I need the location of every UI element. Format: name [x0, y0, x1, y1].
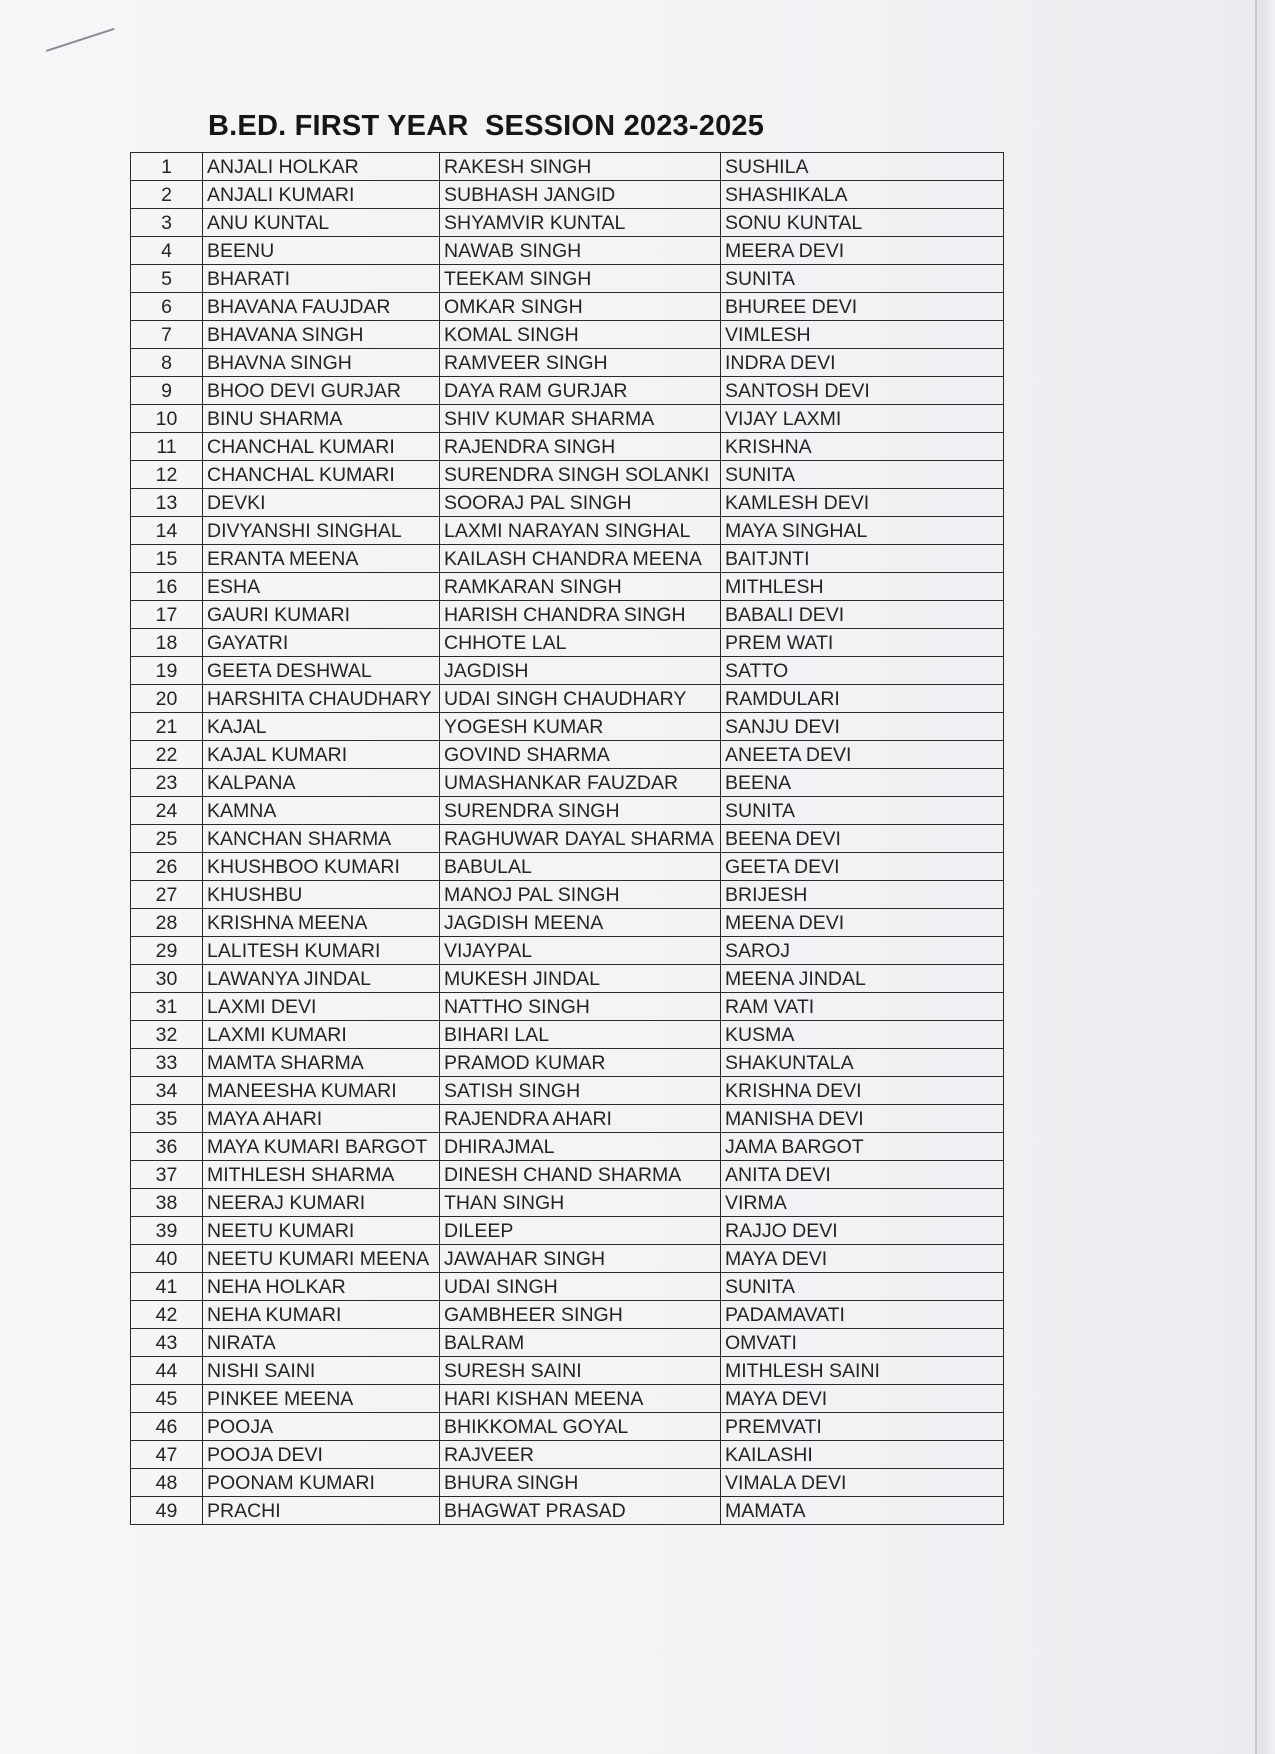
table-row — [131, 405, 1004, 433]
table-row — [131, 1105, 1004, 1133]
student-name-cell: MAYA AHARI — [203, 1105, 440, 1133]
serial-number-cell: 31 — [131, 993, 203, 1021]
student-name-cell: CHANCHAL KUMARI — [203, 461, 440, 489]
mother-name-cell: SAROJ — [721, 937, 1004, 965]
table-row — [131, 377, 1004, 405]
father-name-cell: KAILASH CHANDRA MEENA — [440, 545, 721, 573]
father-name-cell: NATTHO SINGH — [440, 993, 721, 1021]
table-row — [131, 993, 1004, 1021]
mother-name-cell: OMVATI — [721, 1329, 1004, 1357]
father-name-cell: DHIRAJMAL — [440, 1133, 721, 1161]
father-name-cell: RAJVEER — [440, 1441, 721, 1469]
student-name-cell: GAURI KUMARI — [203, 601, 440, 629]
father-name-cell: JAGDISH — [440, 657, 721, 685]
table-row — [131, 937, 1004, 965]
father-name-cell: SURESH SAINI — [440, 1357, 721, 1385]
student-name-cell: POOJA DEVI — [203, 1441, 440, 1469]
father-name-cell: CHHOTE LAL — [440, 629, 721, 657]
mother-name-cell: JAMA BARGOT — [721, 1133, 1004, 1161]
table-row — [131, 321, 1004, 349]
mother-name-cell: SUNITA — [721, 265, 1004, 293]
mother-name-cell: SONU KUNTAL — [721, 209, 1004, 237]
student-name-cell: BHAVANA FAUJDAR — [203, 293, 440, 321]
mother-name-cell: SANJU DEVI — [721, 713, 1004, 741]
serial-number-cell: 21 — [131, 713, 203, 741]
father-name-cell: SHYAMVIR KUNTAL — [440, 209, 721, 237]
serial-number-cell: 2 — [131, 181, 203, 209]
mother-name-cell: BEENA — [721, 769, 1004, 797]
mother-name-cell: MEENA DEVI — [721, 909, 1004, 937]
serial-number-cell: 10 — [131, 405, 203, 433]
student-name-cell: BHARATI — [203, 265, 440, 293]
student-name-cell: DEVKI — [203, 489, 440, 517]
table-row — [131, 1077, 1004, 1105]
serial-number-cell: 6 — [131, 293, 203, 321]
serial-number-cell: 49 — [131, 1497, 203, 1525]
mother-name-cell: ANEETA DEVI — [721, 741, 1004, 769]
mother-name-cell: MITHLESH SAINI — [721, 1357, 1004, 1385]
father-name-cell: DAYA RAM GURJAR — [440, 377, 721, 405]
table-row — [131, 489, 1004, 517]
father-name-cell: RAMKARAN SINGH — [440, 573, 721, 601]
student-name-cell: GAYATRI — [203, 629, 440, 657]
table-row — [131, 153, 1004, 181]
table-row — [131, 657, 1004, 685]
serial-number-cell: 35 — [131, 1105, 203, 1133]
student-name-cell: POOJA — [203, 1413, 440, 1441]
mother-name-cell: BEENA DEVI — [721, 825, 1004, 853]
student-name-cell: BHAVANA SINGH — [203, 321, 440, 349]
serial-number-cell: 15 — [131, 545, 203, 573]
table-row — [131, 209, 1004, 237]
father-name-cell: MUKESH JINDAL — [440, 965, 721, 993]
mother-name-cell: SUNITA — [721, 461, 1004, 489]
serial-number-cell: 44 — [131, 1357, 203, 1385]
student-name-cell: NEETU KUMARI — [203, 1217, 440, 1245]
father-name-cell: SURENDRA SINGH SOLANKI — [440, 461, 721, 489]
table-row — [131, 769, 1004, 797]
serial-number-cell: 39 — [131, 1217, 203, 1245]
father-name-cell: RAJENDRA AHARI — [440, 1105, 721, 1133]
serial-number-cell: 48 — [131, 1469, 203, 1497]
table-row — [131, 1189, 1004, 1217]
father-name-cell: VIJAYPAL — [440, 937, 721, 965]
table-row — [131, 1469, 1004, 1497]
father-name-cell: UDAI SINGH CHAUDHARY — [440, 685, 721, 713]
mother-name-cell: SUNITA — [721, 1273, 1004, 1301]
student-name-cell: KANCHAN SHARMA — [203, 825, 440, 853]
serial-number-cell: 11 — [131, 433, 203, 461]
mother-name-cell: MEERA DEVI — [721, 237, 1004, 265]
table-row — [131, 545, 1004, 573]
table-row — [131, 1357, 1004, 1385]
serial-number-cell: 24 — [131, 797, 203, 825]
table-row — [131, 797, 1004, 825]
table-row — [131, 181, 1004, 209]
mother-name-cell: KAMLESH DEVI — [721, 489, 1004, 517]
student-name-cell: BEENU — [203, 237, 440, 265]
father-name-cell: BALRAM — [440, 1329, 721, 1357]
mother-name-cell: SANTOSH DEVI — [721, 377, 1004, 405]
mother-name-cell: VIMALA DEVI — [721, 1469, 1004, 1497]
table-row — [131, 1133, 1004, 1161]
table-row — [131, 1413, 1004, 1441]
father-name-cell: SOORAJ PAL SINGH — [440, 489, 721, 517]
table-row — [131, 881, 1004, 909]
serial-number-cell: 34 — [131, 1077, 203, 1105]
serial-number-cell: 18 — [131, 629, 203, 657]
student-name-cell: KALPANA — [203, 769, 440, 797]
student-name-cell: PINKEE MEENA — [203, 1385, 440, 1413]
serial-number-cell: 28 — [131, 909, 203, 937]
serial-number-cell: 37 — [131, 1161, 203, 1189]
serial-number-cell: 16 — [131, 573, 203, 601]
student-name-cell: ESHA — [203, 573, 440, 601]
mother-name-cell: SATTO — [721, 657, 1004, 685]
father-name-cell: PRAMOD KUMAR — [440, 1049, 721, 1077]
mother-name-cell: MAYA SINGHAL — [721, 517, 1004, 545]
serial-number-cell: 30 — [131, 965, 203, 993]
mother-name-cell: PREM WATI — [721, 629, 1004, 657]
table-row — [131, 713, 1004, 741]
table-row — [131, 685, 1004, 713]
mother-name-cell: VIJAY LAXMI — [721, 405, 1004, 433]
serial-number-cell: 1 — [131, 153, 203, 181]
serial-number-cell: 4 — [131, 237, 203, 265]
father-name-cell: TEEKAM SINGH — [440, 265, 721, 293]
student-name-cell: KHUSHBU — [203, 881, 440, 909]
father-name-cell: RAKESH SINGH — [440, 153, 721, 181]
serial-number-cell: 41 — [131, 1273, 203, 1301]
student-name-cell: LALITESH KUMARI — [203, 937, 440, 965]
mother-name-cell: BAITJNTI — [721, 545, 1004, 573]
father-name-cell: BHAGWAT PRASAD — [440, 1497, 721, 1525]
serial-number-cell: 26 — [131, 853, 203, 881]
mother-name-cell: RAMDULARI — [721, 685, 1004, 713]
table-row — [131, 293, 1004, 321]
student-name-cell: HARSHITA CHAUDHARY — [203, 685, 440, 713]
serial-number-cell: 38 — [131, 1189, 203, 1217]
mother-name-cell: RAJJO DEVI — [721, 1217, 1004, 1245]
student-name-cell: NEETU KUMARI MEENA — [203, 1245, 440, 1273]
serial-number-cell: 29 — [131, 937, 203, 965]
student-name-cell: ERANTA MEENA — [203, 545, 440, 573]
father-name-cell: UDAI SINGH — [440, 1273, 721, 1301]
table-row — [131, 909, 1004, 937]
mother-name-cell: ANITA DEVI — [721, 1161, 1004, 1189]
mother-name-cell: SUSHILA — [721, 153, 1004, 181]
father-name-cell: RAGHUWAR DAYAL SHARMA — [440, 825, 721, 853]
father-name-cell: RAJENDRA SINGH — [440, 433, 721, 461]
father-name-cell: BIHARI LAL — [440, 1021, 721, 1049]
student-name-cell: BHAVNA SINGH — [203, 349, 440, 377]
serial-number-cell: 46 — [131, 1413, 203, 1441]
table-row — [131, 237, 1004, 265]
serial-number-cell: 23 — [131, 769, 203, 797]
father-name-cell: SUBHASH JANGID — [440, 181, 721, 209]
serial-number-cell: 33 — [131, 1049, 203, 1077]
table-row — [131, 1245, 1004, 1273]
serial-number-cell: 36 — [131, 1133, 203, 1161]
student-name-cell: ANU KUNTAL — [203, 209, 440, 237]
mother-name-cell: GEETA DEVI — [721, 853, 1004, 881]
student-name-cell: GEETA DESHWAL — [203, 657, 440, 685]
father-name-cell: GAMBHEER SINGH — [440, 1301, 721, 1329]
serial-number-cell: 25 — [131, 825, 203, 853]
mother-name-cell: INDRA DEVI — [721, 349, 1004, 377]
student-name-cell: NEHA KUMARI — [203, 1301, 440, 1329]
student-name-cell: ANJALI KUMARI — [203, 181, 440, 209]
mother-name-cell: VIMLESH — [721, 321, 1004, 349]
father-name-cell: UMASHANKAR FAUZDAR — [440, 769, 721, 797]
table-row — [131, 517, 1004, 545]
student-list-table — [130, 152, 1004, 1525]
serial-number-cell: 43 — [131, 1329, 203, 1357]
serial-number-cell: 20 — [131, 685, 203, 713]
page-edge — [1251, 0, 1275, 1754]
student-name-cell: KAMNA — [203, 797, 440, 825]
table-row — [131, 1497, 1004, 1525]
student-name-cell: KRISHNA MEENA — [203, 909, 440, 937]
serial-number-cell: 17 — [131, 601, 203, 629]
mother-name-cell: SUNITA — [721, 797, 1004, 825]
mother-name-cell: RAM VATI — [721, 993, 1004, 1021]
mother-name-cell: MITHLESH — [721, 573, 1004, 601]
mother-name-cell: MAYA DEVI — [721, 1385, 1004, 1413]
student-name-cell: POONAM KUMARI — [203, 1469, 440, 1497]
student-name-cell: NIRATA — [203, 1329, 440, 1357]
mother-name-cell: SHAKUNTALA — [721, 1049, 1004, 1077]
table-row — [131, 1301, 1004, 1329]
serial-number-cell: 13 — [131, 489, 203, 517]
student-name-cell: MANEESHA KUMARI — [203, 1077, 440, 1105]
serial-number-cell: 5 — [131, 265, 203, 293]
serial-number-cell: 32 — [131, 1021, 203, 1049]
mother-name-cell: MANISHA DEVI — [721, 1105, 1004, 1133]
serial-number-cell: 45 — [131, 1385, 203, 1413]
student-name-cell: LAXMI KUMARI — [203, 1021, 440, 1049]
father-name-cell: BHIKKOMAL GOYAL — [440, 1413, 721, 1441]
father-name-cell: SURENDRA SINGH — [440, 797, 721, 825]
student-name-cell: KAJAL KUMARI — [203, 741, 440, 769]
serial-number-cell: 27 — [131, 881, 203, 909]
student-name-cell: MITHLESH SHARMA — [203, 1161, 440, 1189]
table-row — [131, 601, 1004, 629]
student-name-cell: PRACHI — [203, 1497, 440, 1525]
mother-name-cell: KRISHNA DEVI — [721, 1077, 1004, 1105]
table-row — [131, 825, 1004, 853]
mother-name-cell: SHASHIKALA — [721, 181, 1004, 209]
pen-stroke-mark — [46, 28, 115, 52]
student-name-cell: LAXMI DEVI — [203, 993, 440, 1021]
father-name-cell: GOVIND SHARMA — [440, 741, 721, 769]
table-row — [131, 741, 1004, 769]
student-name-cell: MAMTA SHARMA — [203, 1049, 440, 1077]
student-name-cell: MAYA KUMARI BARGOT — [203, 1133, 440, 1161]
father-name-cell: JAGDISH MEENA — [440, 909, 721, 937]
table-row — [131, 1385, 1004, 1413]
father-name-cell: YOGESH KUMAR — [440, 713, 721, 741]
student-name-cell: CHANCHAL KUMARI — [203, 433, 440, 461]
father-name-cell: SATISH SINGH — [440, 1077, 721, 1105]
serial-number-cell: 7 — [131, 321, 203, 349]
serial-number-cell: 22 — [131, 741, 203, 769]
serial-number-cell: 9 — [131, 377, 203, 405]
serial-number-cell: 8 — [131, 349, 203, 377]
student-name-cell: LAWANYA JINDAL — [203, 965, 440, 993]
table-row — [131, 629, 1004, 657]
table-row — [131, 1273, 1004, 1301]
table-row — [131, 1329, 1004, 1357]
student-name-cell: NISHI SAINI — [203, 1357, 440, 1385]
table-row — [131, 461, 1004, 489]
father-name-cell: KOMAL SINGH — [440, 321, 721, 349]
mother-name-cell: KRISHNA — [721, 433, 1004, 461]
serial-number-cell: 40 — [131, 1245, 203, 1273]
mother-name-cell: MAMATA — [721, 1497, 1004, 1525]
father-name-cell: BABULAL — [440, 853, 721, 881]
father-name-cell: DILEEP — [440, 1217, 721, 1245]
table-row — [131, 573, 1004, 601]
serial-number-cell: 42 — [131, 1301, 203, 1329]
mother-name-cell: PADAMAVATI — [721, 1301, 1004, 1329]
serial-number-cell: 3 — [131, 209, 203, 237]
father-name-cell: HARI KISHAN MEENA — [440, 1385, 721, 1413]
mother-name-cell: BHUREE DEVI — [721, 293, 1004, 321]
student-name-cell: NEERAJ KUMARI — [203, 1189, 440, 1217]
table-row — [131, 1441, 1004, 1469]
mother-name-cell: MAYA DEVI — [721, 1245, 1004, 1273]
table-row — [131, 853, 1004, 881]
student-name-cell: DIVYANSHI SINGHAL — [203, 517, 440, 545]
father-name-cell: OMKAR SINGH — [440, 293, 721, 321]
father-name-cell: NAWAB SINGH — [440, 237, 721, 265]
student-name-cell: BHOO DEVI GURJAR — [203, 377, 440, 405]
table-row — [131, 433, 1004, 461]
student-name-cell: KAJAL — [203, 713, 440, 741]
table-row — [131, 965, 1004, 993]
father-name-cell: SHIV KUMAR SHARMA — [440, 405, 721, 433]
table-row — [131, 1049, 1004, 1077]
father-name-cell: JAWAHAR SINGH — [440, 1245, 721, 1273]
document-title: B.ED. FIRST YEAR SESSION 2023-2025 — [208, 110, 765, 142]
father-name-cell: MANOJ PAL SINGH — [440, 881, 721, 909]
student-name-cell: BINU SHARMA — [203, 405, 440, 433]
serial-number-cell: 19 — [131, 657, 203, 685]
table-row — [131, 1161, 1004, 1189]
mother-name-cell: BRIJESH — [721, 881, 1004, 909]
mother-name-cell: KAILASHI — [721, 1441, 1004, 1469]
mother-name-cell: VIRMA — [721, 1189, 1004, 1217]
student-name-cell: ANJALI HOLKAR — [203, 153, 440, 181]
father-name-cell: THAN SINGH — [440, 1189, 721, 1217]
father-name-cell: HARISH CHANDRA SINGH — [440, 601, 721, 629]
mother-name-cell: BABALI DEVI — [721, 601, 1004, 629]
mother-name-cell: MEENA JINDAL — [721, 965, 1004, 993]
serial-number-cell: 47 — [131, 1441, 203, 1469]
table-row — [131, 1021, 1004, 1049]
student-name-cell: NEHA HOLKAR — [203, 1273, 440, 1301]
father-name-cell: RAMVEER SINGH — [440, 349, 721, 377]
mother-name-cell: KUSMA — [721, 1021, 1004, 1049]
student-name-cell: KHUSHBOO KUMARI — [203, 853, 440, 881]
table-row — [131, 349, 1004, 377]
serial-number-cell: 12 — [131, 461, 203, 489]
student-list-body — [131, 153, 1004, 1525]
serial-number-cell: 14 — [131, 517, 203, 545]
father-name-cell: BHURA SINGH — [440, 1469, 721, 1497]
table-row — [131, 265, 1004, 293]
table-row — [131, 1217, 1004, 1245]
father-name-cell: DINESH CHAND SHARMA — [440, 1161, 721, 1189]
mother-name-cell: PREMVATI — [721, 1413, 1004, 1441]
father-name-cell: LAXMI NARAYAN SINGHAL — [440, 517, 721, 545]
